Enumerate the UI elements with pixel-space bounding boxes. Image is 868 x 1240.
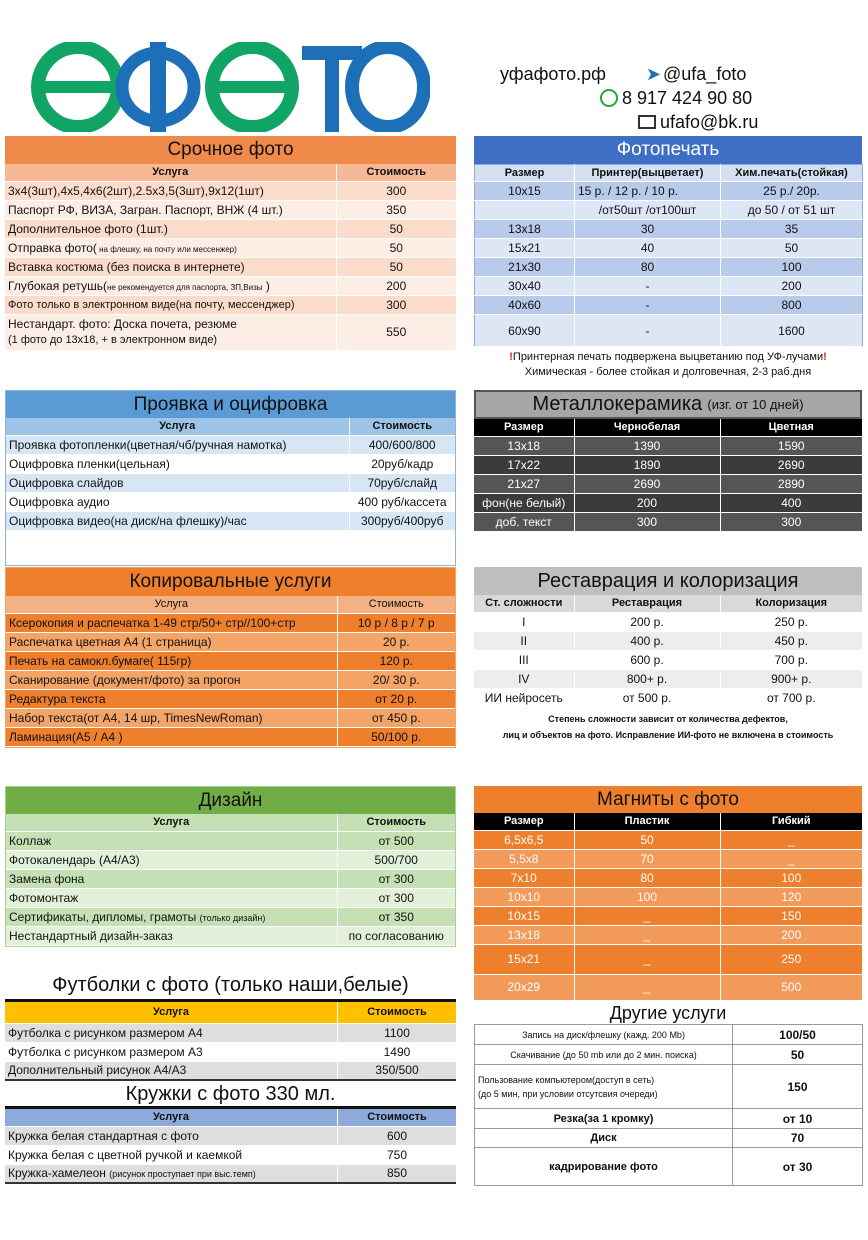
table-row xyxy=(6,831,455,850)
table-row xyxy=(474,887,862,906)
colorize-price: 900+ р. xyxy=(720,669,862,688)
other-section xyxy=(474,1002,862,1186)
col-header: Стоимость xyxy=(337,596,455,613)
service-price: 350/500 xyxy=(337,1061,456,1080)
chem-price: 1600 xyxy=(721,315,863,347)
restore-price: 400 р. xyxy=(574,631,720,650)
table-row xyxy=(475,182,863,201)
restore-price: 600 р. xyxy=(574,650,720,669)
service-price: 50/100 р. xyxy=(337,727,455,746)
service-name: Отправка фото( на флешку, на почту или мессенжер) xyxy=(5,238,336,257)
size-cell: 6,5х6,5 xyxy=(474,830,574,849)
col-header: Гибкий xyxy=(720,813,862,830)
table-row xyxy=(5,295,456,314)
chem-price: 25 р./ 20р. xyxy=(721,182,863,201)
bw-price: 2690 xyxy=(574,474,720,493)
table-row xyxy=(474,830,862,849)
printer-price: /от50шт /от100шт xyxy=(575,201,721,220)
service-name: Кружка белая стандартная с фото xyxy=(5,1126,337,1145)
table-row xyxy=(6,651,455,670)
plastic-price: _ xyxy=(574,974,720,1000)
table-row xyxy=(5,276,456,295)
restore-note: Степень сложности зависит от количества дефектов, xyxy=(548,713,788,724)
printer-price: 30 xyxy=(575,220,721,239)
printer-price: 40 xyxy=(575,239,721,258)
service-name: Сертификаты, дипломы, грамоты (только дизайн) xyxy=(6,907,337,926)
table-row xyxy=(6,926,455,945)
table-row xyxy=(5,1126,456,1145)
printer-price: - xyxy=(575,296,721,315)
flexible-price: _ xyxy=(720,849,862,868)
service-price: 10 р / 8 р / 7 р xyxy=(337,613,455,632)
colorize-price: 700 р. xyxy=(720,650,862,669)
chem-price: 100 xyxy=(721,258,863,277)
service-price: от 500 xyxy=(337,831,455,850)
service-name: Кружка-хамелеон (рисунок проступает при выс.темп) xyxy=(5,1164,337,1183)
size-cell: 13х18 xyxy=(474,436,574,455)
service-price: 600 xyxy=(337,1126,456,1145)
table-row xyxy=(6,689,455,708)
col-header: Услуга xyxy=(5,1109,337,1126)
service-price: 850 xyxy=(337,1164,456,1183)
plastic-price: 50 xyxy=(574,830,720,849)
restore-table xyxy=(474,595,862,708)
bw-price: 1890 xyxy=(574,455,720,474)
service-name: Фотокалендарь (А4/А3) xyxy=(6,850,337,869)
table-row xyxy=(475,1025,863,1045)
table-row xyxy=(474,631,862,650)
level-cell: III xyxy=(474,650,574,669)
flexible-price: 500 xyxy=(720,974,862,1000)
service-name: кадрирование фото xyxy=(475,1148,733,1186)
service-name: Замена фона xyxy=(6,869,337,888)
restore-price: от 500 р. xyxy=(574,688,720,707)
service-name: Коллаж xyxy=(6,831,337,850)
photoprint-section xyxy=(474,136,862,378)
flexible-price: _ xyxy=(720,830,862,849)
service-price: 300 xyxy=(336,181,456,200)
service-price: от 300 xyxy=(337,888,455,907)
table-row xyxy=(6,907,455,926)
table-row xyxy=(6,454,455,473)
tshirts-section xyxy=(5,972,456,1081)
service-price: 300руб/400руб xyxy=(349,511,455,530)
color-price: 400 xyxy=(720,493,862,512)
table-row xyxy=(475,1045,863,1065)
plastic-price: 70 xyxy=(574,849,720,868)
service-name: Нестандартный дизайн-заказ xyxy=(6,926,337,945)
col-header: Услуга xyxy=(6,596,337,613)
service-name: Оцифровка видео(на диск/на флешку)/час xyxy=(6,511,349,530)
copy-section xyxy=(5,567,456,748)
table-row xyxy=(6,613,455,632)
bw-price: 200 xyxy=(574,493,720,512)
col-header: Стоимость xyxy=(336,164,456,181)
plastic-price: 80 xyxy=(574,868,720,887)
size-cell: 30х40 xyxy=(475,277,575,296)
table-row xyxy=(5,200,456,219)
table-row xyxy=(6,435,455,454)
bw-price: 300 xyxy=(574,512,720,531)
table-row xyxy=(475,1129,863,1148)
service-price: 1490 xyxy=(337,1042,456,1061)
other-table xyxy=(474,1024,863,1186)
service-price: 350 xyxy=(336,200,456,219)
service-price: 20/ 30 р. xyxy=(337,670,455,689)
section-title: Дизайн xyxy=(6,787,455,814)
col-header: Ст. сложности xyxy=(474,595,574,612)
col-header: Пластик xyxy=(574,813,720,830)
design-section xyxy=(5,786,456,947)
warning-mark: ! xyxy=(509,351,513,363)
col-header: Стоимость xyxy=(337,1109,456,1126)
table-row xyxy=(474,849,862,868)
chem-price: 50 xyxy=(721,239,863,258)
service-name: Пользование компьютером(доступ в сеть) (до 5 мин, при условии отсутсвия очереди) xyxy=(475,1065,733,1109)
col-header: Размер xyxy=(475,165,575,182)
section-title: Срочное фото xyxy=(5,136,456,164)
restore-section xyxy=(474,567,862,743)
service-name: Фото только в электронном виде(на почту, мессенджер) xyxy=(5,295,336,314)
service-price: 50 xyxy=(336,238,456,257)
table-row xyxy=(474,906,862,925)
chem-price: 35 xyxy=(721,220,863,239)
size-cell: фон(не белый) xyxy=(474,493,574,512)
service-name: Оцифровка слайдов xyxy=(6,473,349,492)
service-name: Дополнительный рисунок А4/А3 xyxy=(5,1061,337,1080)
table-row xyxy=(475,258,863,277)
service-price: 150 xyxy=(733,1065,863,1109)
phone-number[interactable]: 8 917 424 90 80 xyxy=(622,88,753,108)
uv-warning: !Принтерная печать подвержена выцветанию под УФ-лучами! xyxy=(509,351,827,363)
table-row xyxy=(475,1109,863,1129)
service-price: 300 xyxy=(336,295,456,314)
metal-table xyxy=(474,419,862,532)
service-name: Сканирование (документ/фото) за прогон xyxy=(6,670,337,689)
email-icon xyxy=(638,115,656,129)
service-price: 70руб/слайд xyxy=(349,473,455,492)
size-cell: 60х90 xyxy=(475,315,575,347)
table-row xyxy=(474,612,862,631)
service-name: Фотомонтаж xyxy=(6,888,337,907)
service-price: 120 р. xyxy=(337,651,455,670)
level-cell: II xyxy=(474,631,574,650)
col-header: Принтер(выцветает) xyxy=(575,165,721,182)
table-row xyxy=(5,1023,456,1042)
service-name: Запись на диск/флешку (кажд. 200 Mb) xyxy=(475,1025,733,1045)
telegram-handle[interactable]: @ufa_foto xyxy=(663,64,747,84)
service-price: 550 xyxy=(336,314,456,350)
color-price: 2690 xyxy=(720,455,862,474)
table-row xyxy=(475,315,863,347)
section-title: Копировальные услуги xyxy=(6,568,455,596)
section-title: Магниты с фото xyxy=(474,786,862,813)
colorize-price: 250 р. xyxy=(720,612,862,631)
size-cell xyxy=(475,201,575,220)
service-name: Скачивание (до 50 mb или до 2 мин. поиска) xyxy=(475,1045,733,1065)
service-price: 1100 xyxy=(337,1023,456,1042)
magnets-section xyxy=(474,786,862,1001)
table-row xyxy=(474,650,862,669)
table-row xyxy=(6,708,455,727)
service-name: Печать на самокл.бумаге( 115гр) xyxy=(6,651,337,670)
flexible-price: 100 xyxy=(720,868,862,887)
service-name: Паспорт РФ, ВИЗА, Загран. Паспорт, ВНЖ (4 шт.) xyxy=(5,200,336,219)
table-row xyxy=(6,869,455,888)
metal-section xyxy=(474,390,862,532)
bw-price: 1390 xyxy=(574,436,720,455)
section-title: Металлокерамика (изг. от 10 дней) xyxy=(474,390,862,419)
design-table xyxy=(6,814,455,946)
table-row xyxy=(475,1148,863,1186)
table-row xyxy=(474,436,862,455)
size-cell: 5,5х8 xyxy=(474,849,574,868)
col-header: Услуга xyxy=(5,1002,337,1023)
col-header: Услуга xyxy=(6,418,349,435)
col-header: Размер xyxy=(474,813,574,830)
table-row xyxy=(6,511,455,530)
chem-price: 200 xyxy=(721,277,863,296)
site-link[interactable]: уфафото.рф xyxy=(500,64,606,84)
mugs-table xyxy=(5,1109,456,1184)
service-name: Кружка белая с цветной ручкой и каемкой xyxy=(5,1145,337,1164)
service-price: от 20 р. xyxy=(337,689,455,708)
service-price: от 450 р. xyxy=(337,708,455,727)
service-name: Футболка с рисунком размером А4 xyxy=(5,1023,337,1042)
service-price: 50 xyxy=(733,1045,863,1065)
size-cell: 21х30 xyxy=(475,258,575,277)
email-address[interactable]: ufafo@bk.ru xyxy=(660,112,759,132)
service-name: Нестандарт. фото: Доска почета, резюме (1 фото до 13х18, + в электронном виде) xyxy=(5,314,336,350)
service-name: Редактура текста xyxy=(6,689,337,708)
service-price: 20руб/кадр xyxy=(349,454,455,473)
service-price: 500/700 xyxy=(337,850,455,869)
col-header: Чернобелая xyxy=(574,419,720,436)
service-name: 3х4(3шт),4х5,4х6(2шт),2.5х3,5(3шт),9х12(1шт) xyxy=(5,181,336,200)
col-header: Услуга xyxy=(5,164,336,181)
plastic-price: _ xyxy=(574,925,720,944)
develop-section xyxy=(5,390,456,566)
service-name: Вставка костюма (без поиска в интернете) xyxy=(5,257,336,276)
size-cell: 13х18 xyxy=(474,925,574,944)
table-row xyxy=(5,1164,456,1183)
table-row xyxy=(475,220,863,239)
color-price: 1590 xyxy=(720,436,862,455)
size-cell: 10х15 xyxy=(474,906,574,925)
service-price: 400/600/800 xyxy=(349,435,455,454)
size-cell: 13х18 xyxy=(475,220,575,239)
table-row xyxy=(474,474,862,493)
level-cell: ИИ нейросеть xyxy=(474,688,574,707)
chem-note: Химическая - более стойкая и долговечная, 2-3 раб.дня xyxy=(524,366,812,378)
service-price: от 350 xyxy=(337,907,455,926)
table-row xyxy=(6,632,455,651)
table-row xyxy=(474,688,862,707)
table-row xyxy=(5,1145,456,1164)
table-row xyxy=(475,201,863,220)
restore-price: 200 р. xyxy=(574,612,720,631)
table-row xyxy=(5,181,456,200)
service-name: Глубокая ретушь(не рекомендуется для паспорта, ЗП,Визы ) xyxy=(5,276,336,295)
size-cell: 10х10 xyxy=(474,887,574,906)
contacts xyxy=(500,62,758,134)
magnets-table xyxy=(474,813,862,1001)
service-name: Оцифровка пленки(цельная) xyxy=(6,454,349,473)
col-header: Хим.печать(стойкая) xyxy=(721,165,863,182)
service-price: от 300 xyxy=(337,869,455,888)
table-row xyxy=(474,455,862,474)
service-price: 70 xyxy=(733,1129,863,1148)
service-name: Ламинация(А5 / А4 ) xyxy=(6,727,337,746)
col-header: Реставрация xyxy=(574,595,720,612)
table-row xyxy=(474,669,862,688)
table-row xyxy=(474,974,862,1000)
colorize-price: 450 р. xyxy=(720,631,862,650)
size-cell: 20х29 xyxy=(474,974,574,1000)
service-price: 750 xyxy=(337,1145,456,1164)
flexible-price: 250 xyxy=(720,944,862,974)
table-row xyxy=(475,296,863,315)
col-header: Услуга xyxy=(6,814,337,831)
col-header: Стоимость xyxy=(337,1002,456,1023)
table-row xyxy=(6,850,455,869)
col-header: Цветная xyxy=(720,419,862,436)
service-name: Резка(за 1 кромку) xyxy=(475,1109,733,1129)
restore-price: 800+ р. xyxy=(574,669,720,688)
chem-price: до 50 / от 51 шт xyxy=(721,201,863,220)
service-price: 50 xyxy=(336,219,456,238)
col-header: Стоимость xyxy=(349,418,455,435)
table-row xyxy=(5,257,456,276)
section-title: Реставрация и колоризация xyxy=(474,567,862,595)
table-row xyxy=(474,868,862,887)
size-cell: 7х10 xyxy=(474,868,574,887)
service-name: Дополнительное фото (1шт.) xyxy=(5,219,336,238)
plastic-price: _ xyxy=(574,906,720,925)
table-row xyxy=(6,670,455,689)
table-row xyxy=(5,238,456,257)
urgent-table xyxy=(5,164,456,351)
service-price: по согласованию xyxy=(337,926,455,945)
restore-note: лиц и объектов на фото. Исправление ИИ-фото не включена в стоимость xyxy=(502,729,834,740)
table-row xyxy=(474,512,862,531)
service-name: Оцифровка аудио xyxy=(6,492,349,511)
section-title: Кружки с фото 330 мл. xyxy=(5,1083,456,1109)
size-cell: 17х22 xyxy=(474,455,574,474)
printer-price: 80 xyxy=(575,258,721,277)
section-title: Фотопечать xyxy=(474,136,862,164)
service-name: Проявка фотопленки(цветная/чб/ручная намотка) xyxy=(6,435,349,454)
size-cell: 15х21 xyxy=(474,944,574,974)
table-row xyxy=(5,1042,456,1061)
section-title: Проявка и оцифровка xyxy=(6,391,455,418)
service-price: 400 руб/кассета xyxy=(349,492,455,511)
telegram-icon: ➤ xyxy=(645,64,662,84)
size-cell: доб. текст xyxy=(474,512,574,531)
color-price: 300 xyxy=(720,512,862,531)
level-cell: I xyxy=(474,612,574,631)
service-price: от 30 xyxy=(733,1148,863,1186)
service-price: от 10 xyxy=(733,1109,863,1129)
service-price: 100/50 xyxy=(733,1025,863,1045)
table-row xyxy=(5,219,456,238)
color-price: 2890 xyxy=(720,474,862,493)
service-name: Распечатка цветная А4 (1 страница) xyxy=(6,632,337,651)
table-row xyxy=(474,493,862,512)
service-name: Ксерокопия и распечатка 1-49 стр/50+ стр//100+стр xyxy=(6,613,337,632)
mugs-section xyxy=(5,1083,456,1184)
photoprint-table xyxy=(474,164,863,347)
develop-table xyxy=(6,418,455,531)
brand-logo xyxy=(30,42,430,132)
table-row xyxy=(474,925,862,944)
flexible-price: 200 xyxy=(720,925,862,944)
printer-price: 15 р. / 12 р. / 10 р. xyxy=(575,182,721,201)
section-title: Футболки с фото (только наши,белые) xyxy=(5,972,456,1002)
service-name: Футболка с рисунком размером А3 xyxy=(5,1042,337,1061)
plastic-price: _ xyxy=(574,944,720,974)
col-header: Размер xyxy=(474,419,574,436)
service-price: 50 xyxy=(336,257,456,276)
printer-price: - xyxy=(575,277,721,296)
size-cell: 10х15 xyxy=(475,182,575,201)
service-price: 20 р. xyxy=(337,632,455,651)
table-row xyxy=(475,1065,863,1109)
chem-price: 800 xyxy=(721,296,863,315)
tshirts-table xyxy=(5,1002,456,1081)
level-cell: IV xyxy=(474,669,574,688)
col-header: Стоимость xyxy=(337,814,455,831)
table-row xyxy=(6,492,455,511)
copy-table xyxy=(6,596,455,747)
table-row xyxy=(474,944,862,974)
table-row xyxy=(5,314,456,350)
service-name: Набор текста(от А4, 14 шр, TimesNewRoman) xyxy=(6,708,337,727)
section-title: Другие услуги xyxy=(609,1002,727,1023)
flexible-price: 120 xyxy=(720,887,862,906)
urgent-photo-section xyxy=(5,136,456,351)
whatsapp-icon xyxy=(600,89,618,107)
col-header: Колоризация xyxy=(720,595,862,612)
colorize-price: от 700 р. xyxy=(720,688,862,707)
table-row xyxy=(475,239,863,258)
table-row xyxy=(6,727,455,746)
plastic-price: 100 xyxy=(574,887,720,906)
table-row xyxy=(475,277,863,296)
service-price: 200 xyxy=(336,276,456,295)
table-row xyxy=(5,1061,456,1080)
size-cell: 15х21 xyxy=(475,239,575,258)
table-row xyxy=(6,888,455,907)
size-cell: 40х60 xyxy=(475,296,575,315)
flexible-price: 150 xyxy=(720,906,862,925)
printer-price: - xyxy=(575,315,721,347)
size-cell: 21х27 xyxy=(474,474,574,493)
service-name: Диск xyxy=(475,1129,733,1148)
table-row xyxy=(6,473,455,492)
